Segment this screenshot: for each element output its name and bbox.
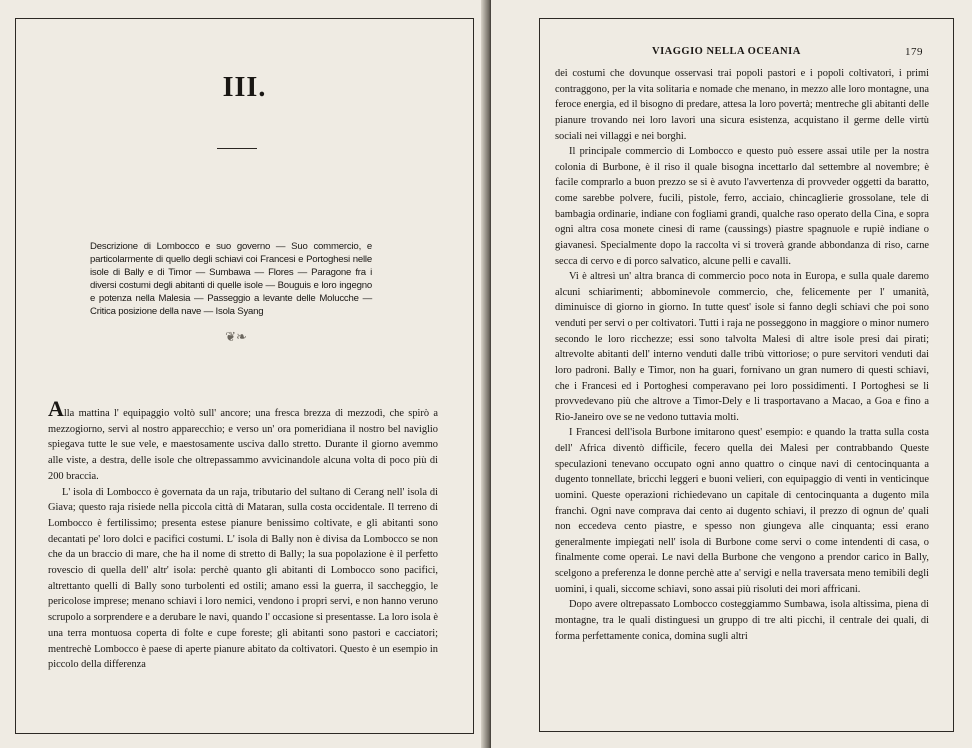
ornament-icon: ❦❧ [225,329,247,344]
right-paragraph-2: Il principale commercio di Lombocco e questo può essere assai utile per la nostra colonia di Burbone, è il riso il quale bisogna incettarlo dal settembre al novembre; è facile comprarlo a buon prezzo se si è avuto l'avvertenza di provveder oggetti da baratto, come sarebbe polvere, fucili, pistole, ferro, acciaio, chincaglierie grossolane, tele di bambagia ordinarie, indiane con fogliami grandi, qualche raso operato della Cina, e sopra ogni altra cosa monete cinesi di rame (caussings) piastre spagnuole e rupiè indiane o giavanesi. Specialmente dopo la raccolta vi si troverà grande abbondanza di riso, carne secca di cervo e di porco salvatico, alcune pelli e cavalli. [555,146,929,267]
right-paragraph-4: I Francesi dell'isola Burbone imitarono quest' esempio: e quando la tratta sulla costa dell' Africa diventò difficile, fecero quella dei Malesi per contrabbando Queste speculazioni tenevano occupato ogni anno quattro o cinque navi di centocinquanta a dugento tonnellate, bricchi leggeri e buoni velieri, con equipaggio di venti in venticinque uomini. Queste operazioni richiedevano un capitale di centocinquanta a dugento mila franchi. Ogni nave comprava dai cento ai dugento schiavi, il prezzo di ognun de' quali non eccedeva cento piastre, e spesso non giungeva alle cinquanta; essi erano generalmente impiegati nell' isola di Burbone come servi o come intendenti di casa, o finalmente come operai. Le navi della Burbone che vengono a prendor carico in Bally, scelgono a preferenza le donne perchè atte a' servigi e nella traversata meno temibili degli uomini, i quali, siccome schiavi, sono assai più risoluti dei mori affricani. [555,427,929,595]
chapter-rule [217,148,257,149]
dropcap: A [48,396,64,421]
right-body-text [555,66,929,644]
left-paragraph-1 [48,396,438,485]
right-paragraph-3: Vi è altresì un' altra branca di commercio poco nota in Europa, e sulla quale daremo alcuni schiarimenti; abbominevole commercio, che, felicemente per l' umanità, diminuisce di giorno in giorno. In tutte quest' isole si fanno degli schiavi che poi sono venduti per servi o per coltivatori. Tutti i raja ne posseggono in maggiore o minor numero secondo le loro ricchezze; essi sono talvolta Malesi di altre isole presi dai pirati; altrevolte abitanti dell' interno venduti dalle tribù vittoriose; o pure servitori venduti dai loro padroni. Bally e Timor, non ha guari, fornivano un gran numero di questi schiavi, che i Francesi ed i Portoghesi comperavano pei loro possidimenti. I Portoghesi se li provvedevano più che altrove a Timor-Dely e li trasportavano a Macao, a Goa e fino a Rio-Janeiro ove se ne vedono tuttavia molti. [555,271,929,423]
left-paragraph-2: L' isola di Lombocco è governata da un raja, tributario del sultano di Cerang nell' isola di Giava; questo raja risiede nella piccola città di Mataran, sulla costa occidentale. Il terreno di Lombocco è fertilissimo; presenta estese pianure benissimo coltivate, e gli abitanti sono decantati pe' loro dolci e pacifici costumi. L' isola di Bally non è divisa da Lombocco se non che da un braccio di mare, che ha il nome di stretto di Bally; la sua popolazione è il perfetto rovescio di quella dell' altr' isola: perchè quanto gli abitanti di Lombocco sono pacifici, altrettanto quelli di Bally sono turbolenti ed ostili; amano essi la guerra, il saccheggio, le pericolose imprese; menano schiavi i loro nemici, vendono i propri servi, e non hanno veruno scrupolo a sorprendere e a derubare le navi, quando l' occasione si presentasse. La loro isola è una terra montuosa coperta di folte e cupe foreste; gli abitanti sono pastori e cacciatori; mentrechè Lombocco è paese di aperte pianure abitato da coltivatori. Questo è un esempio in piccolo della differenza [48,486,438,671]
chapter-summary: Descrizione di Lombocco e suo governo — Suo commercio, e particolarmente di quello degli schiavi coi Francesi e Portoghesi nelle isole di Bally e di Timor — Sumbawa — Flores — Paragone fra i diversi costumi degli abitanti di quelle isole — Bouguis e loro ingegno e potenza nella Malesia — Passeggio a levante delle Molucche — Critica posizione della nave — Isola Syang [90,241,372,317]
right-paragraph-1: dei costumi che dovunque osservasi trai popoli pastori e i popoli coltivatori, i primi contraggono, per la vita solitaria e nomade che menano, in mezzo alle loro montagne, una feroce energia, ed il bisogno di predare, attesa la loro povertà; mentreche gli abitanti delle pianure trovando nei loro lavori una sicura esistenza, acquistano il germe delle virtù sociali nei villaggi e nei borghi. [555,68,929,142]
left-paragraph-1-text: lla mattina l' equipaggio voltò sull' ancore; una fresca brezza di mezzodì, che spirò a mezzogiorno, servì al nostro apparecchio; e verso un' ora pomeridiana il nostro bel naviglio spiegava tutte le sue vele, e maestosamente usciva dallo stretto. Durante il giorno avemmo alle viste, a destra, delle isole che oltrepassammo avvicinandole alcuna volta di poco più di 200 braccia. [48,408,438,482]
running-head [539,46,952,62]
chapter-number: III. [222,72,267,103]
right-page [491,0,972,748]
left-body-text [48,396,438,673]
page-number: 179 [905,46,923,58]
right-paragraph-5: Dopo avere oltrepassato Lombocco costeggiammo Sumbawa, isola altissima, piena di montagne, tra le quali distinguesi un gruppo di tre alti picchi, il centrale dei quali, di forma perfettamente conica, domina sugli altri [555,599,929,642]
running-title: VIAGGIO NELLA OCEANIA [652,46,801,57]
